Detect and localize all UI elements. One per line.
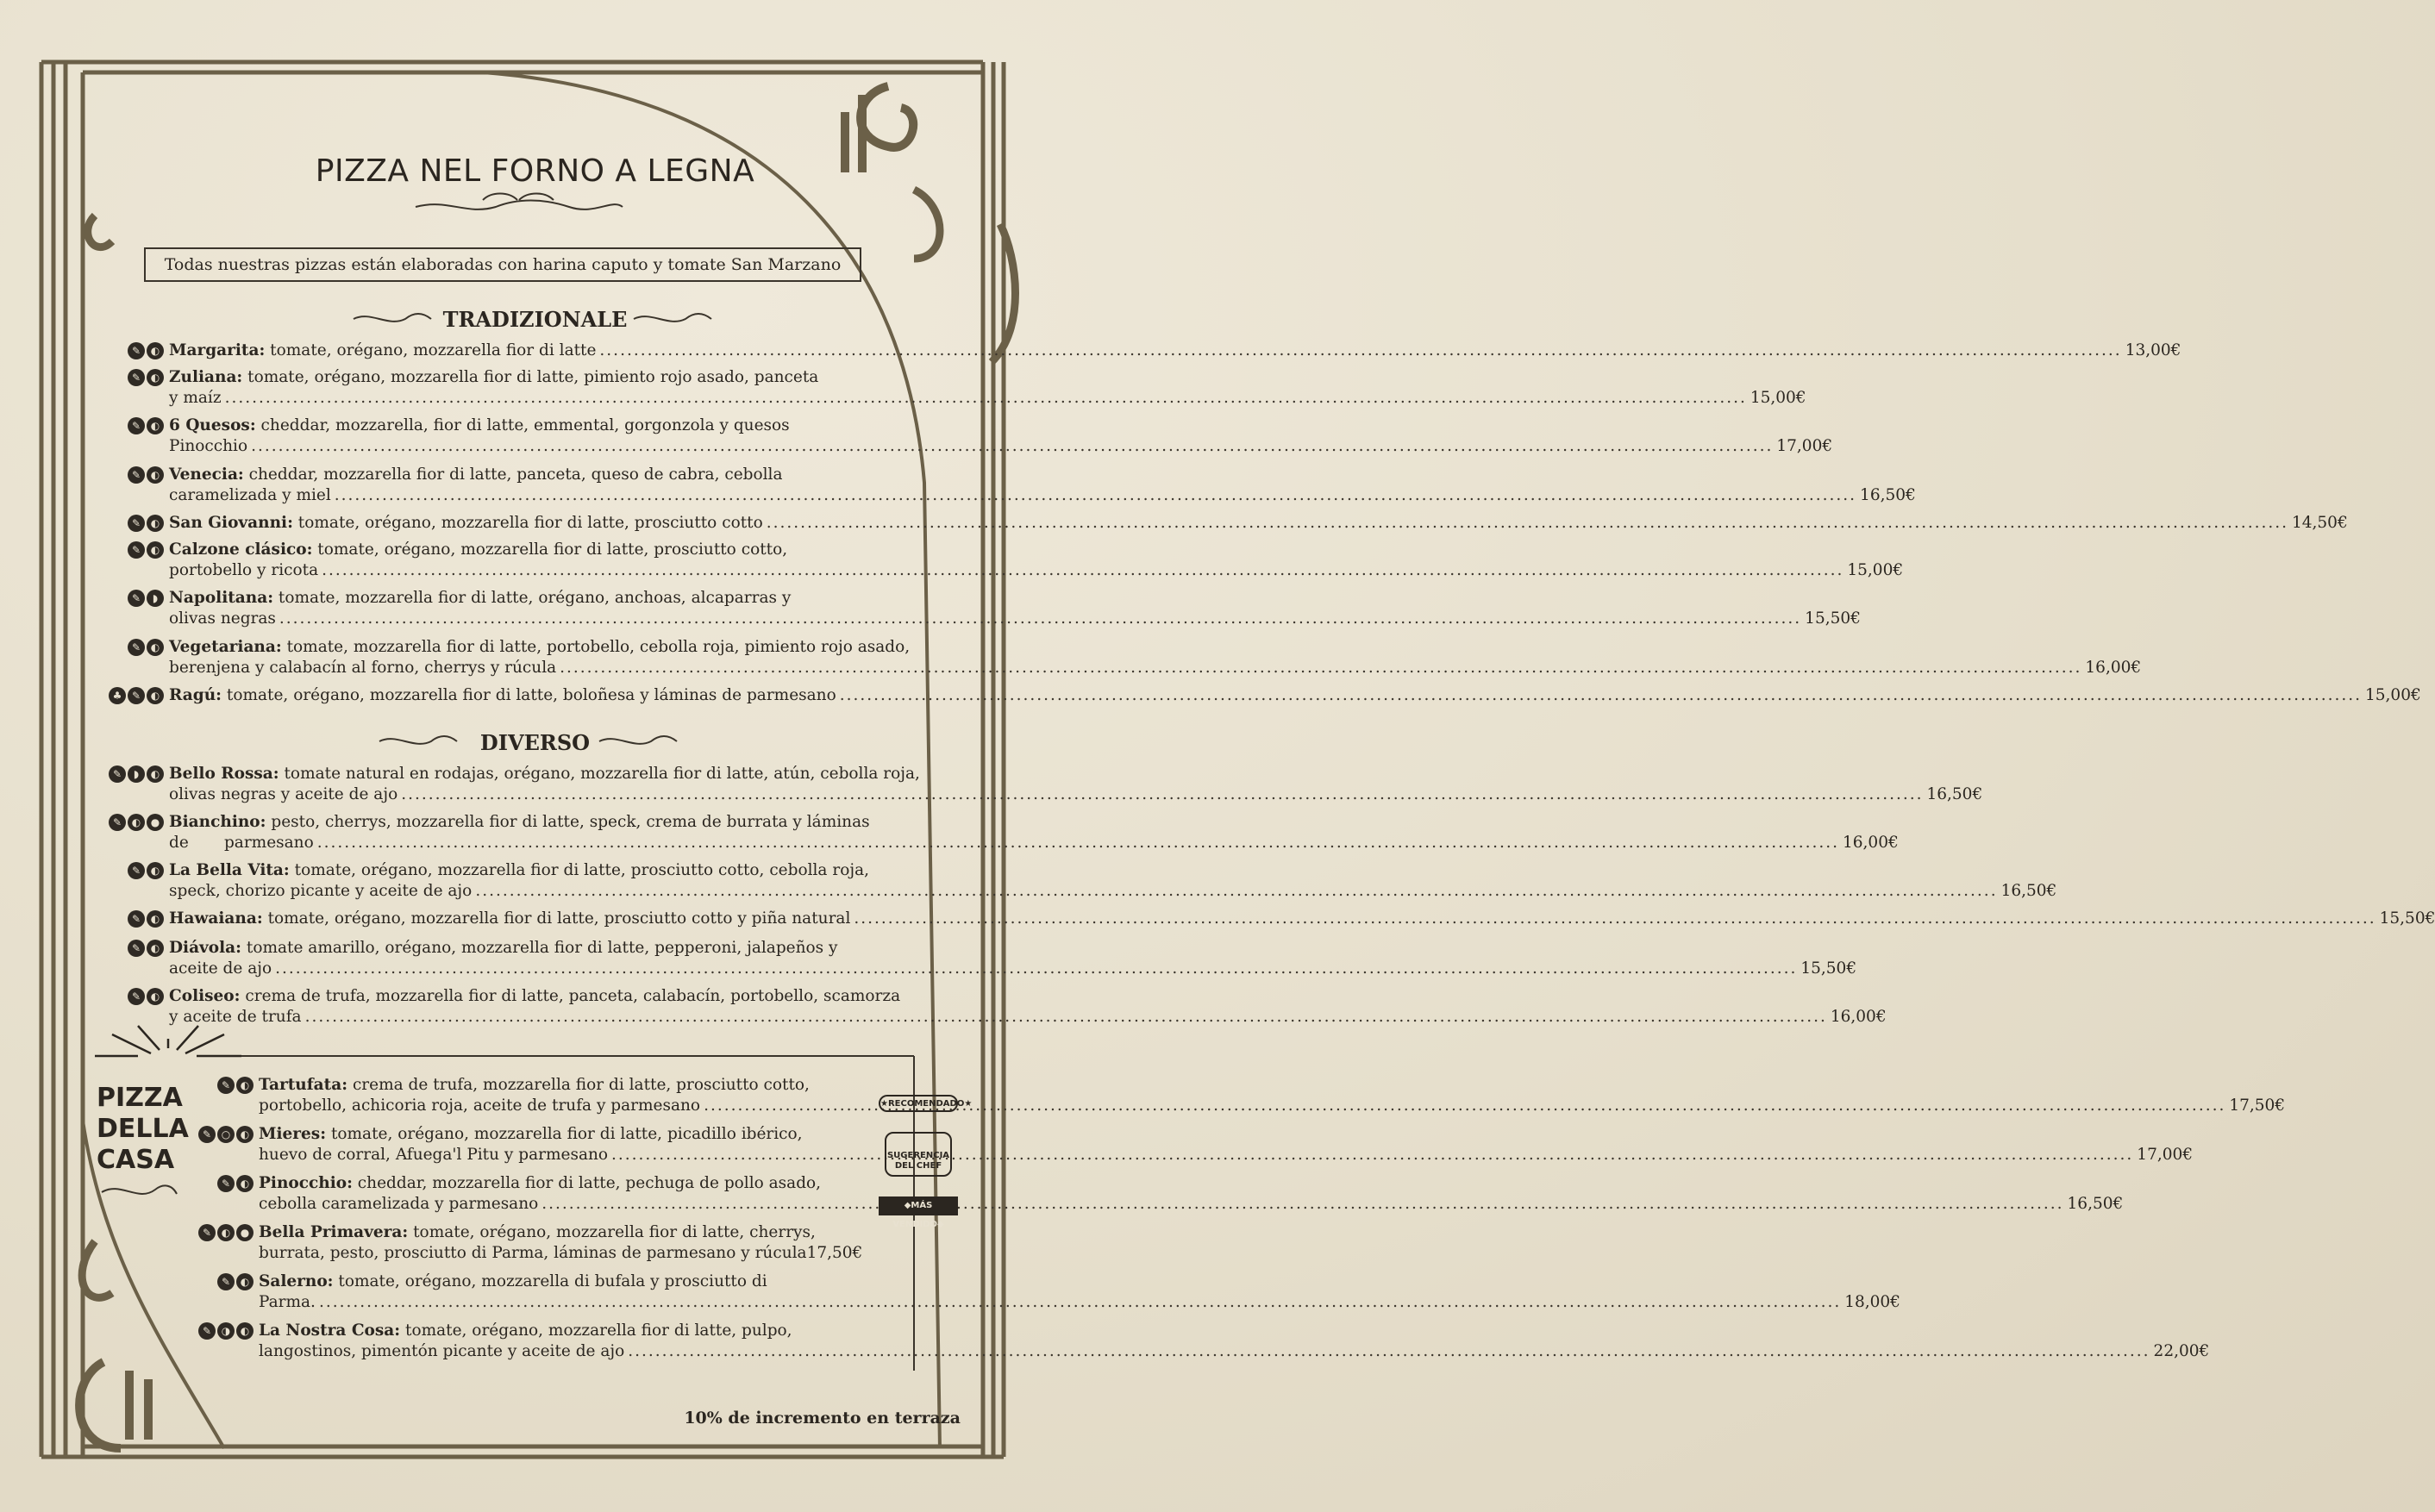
allergen-icons [198, 1126, 254, 1143]
price: 17,50€ [806, 1243, 863, 1262]
price: 15,50€ [2379, 909, 2435, 928]
fish-icon: ◗ [147, 590, 164, 607]
menu-item: ✎ ◗ ◐ Bello Rossa: tomate natural en rodajas, orégano, mozzarella fior di latte, atún, cebolla roja, olivas negras y aceite de ajo ..... 16,50€ [169, 764, 943, 804]
menu-item: ♣ ✎ ◐ Ragú: tomate, orégano, mozzarella fior di latte, boloñesa y láminas de parmesano ..... 15,00€ [169, 685, 943, 706]
price: 17,00€ [1776, 436, 1833, 455]
allergen-icons [128, 541, 164, 559]
gluten-icon: ✎ [217, 1273, 235, 1290]
allergen-icons [109, 765, 164, 783]
gluten-icon: ✎ [128, 910, 145, 928]
allergen-icons [128, 342, 164, 359]
menu-item: ✎ ◐ Calzone clásico: tomate, orégano, mozzarella fior di latte, prosciutto cotto, portobello y ricota ..... 15,00€ [169, 540, 943, 580]
dairy-icon: ◐ [236, 1175, 254, 1192]
gluten-icon: ✎ [128, 417, 145, 434]
dairy-icon: ◐ [128, 814, 145, 831]
price: 16,50€ [2000, 881, 2057, 900]
gluten-icon: ✎ [109, 814, 126, 831]
menu-item: ✎ ◐ La Bella Vita: tomate, orégano, mozzarella fior di latte, prosciutto cotto, cebolla roja, speck, chorizo picante y aceite de ajo ..... 16,50€ [169, 860, 943, 901]
gluten-icon: ✎ [217, 1077, 235, 1094]
gluten-icon: ✎ [128, 342, 145, 359]
recommended-badge: ★RECOMENDADO★ [879, 1095, 958, 1112]
menu-item: ✎ ◐ Venecia: cheddar, mozzarella fior di latte, panceta, queso de cabra, cebolla caramelizada y miel ..... 16,50€ [169, 465, 943, 505]
gluten-icon: ✎ [128, 940, 145, 957]
price: 16,00€ [2085, 658, 2142, 677]
price: 15,00€ [1847, 560, 1904, 579]
best-seller-badge: ◆MÁS VENDIDO◆ [879, 1196, 958, 1215]
price: 17,50€ [2229, 1096, 2286, 1115]
price: 16,00€ [1843, 833, 1899, 852]
price: 13,00€ [2125, 341, 2181, 359]
price: 22,00€ [2153, 1341, 2210, 1360]
gluten-icon: ✎ [198, 1126, 216, 1143]
allergen-icons [128, 639, 164, 656]
price: 15,50€ [1805, 609, 1861, 628]
price: 14,50€ [2291, 514, 2348, 532]
dairy-icon: ◐ [147, 687, 164, 704]
menu-item: ✎ ◐ San Giovanni: tomate, orégano, mozzarella fior di latte, prosciutto cotto ..... 14,50€ [169, 513, 943, 534]
menu-item: ✎ ◐ Vegetariana: tomate, mozzarella fior di latte, portobello, cebolla roja, pimiento rojo asado, berenjena y calabacín al forno, cherrys y rúcula ..... 16,00€ [169, 637, 943, 678]
gluten-icon: ✎ [128, 687, 145, 704]
menu-item: ✎ ◐ Margarita: tomate, orégano, mozzarella fior di latte ..... 13,00€ [169, 341, 943, 361]
gluten-icon: ✎ [128, 639, 145, 656]
price: 18,00€ [1844, 1292, 1900, 1311]
nuts-icon: ● [147, 814, 164, 831]
dairy-icon: ◐ [236, 1077, 254, 1094]
section-title-tradizionale: TRADIZIONALE [442, 307, 628, 332]
section-title-casa: PIZZA DELLA CASA [97, 1083, 189, 1175]
nuts-icon: ● [236, 1224, 254, 1241]
dairy-icon: ◐ [147, 910, 164, 928]
menu-item: ✎ ◐ Salerno: tomate, orégano, mozzarella di bufala y prosciutto di Parma. ..... 18,00€ [259, 1271, 876, 1312]
menu-item: ✎ ◐ Pinocchio: cheddar, mozzarella fior di latte, pechuga de pollo asado, cebolla caramelizada y parmesano ..... 16,50€ [259, 1173, 876, 1214]
menu-item: ✎ ◐ Diávola: tomate amarillo, orégano, mozzarella fior di latte, pepperoni, jalapeños y aceite de ajo ..... 15,50€ [169, 938, 943, 978]
gluten-icon: ✎ [198, 1224, 216, 1241]
gluten-icon: ✎ [128, 862, 145, 879]
dairy-icon: ◐ [236, 1126, 254, 1143]
dairy-icon: ◐ [236, 1273, 254, 1290]
dairy-icon: ◐ [147, 862, 164, 879]
dairy-icon: ◐ [147, 765, 164, 783]
menu-item: ✎ ◐ Zuliana: tomate, orégano, mozzarella fior di latte, pimiento rojo asado, panceta y maíz ..... 15,00€ [169, 367, 943, 408]
allergen-icons [128, 369, 164, 386]
allergen-icons [128, 988, 164, 1005]
menu-item: ✎ ◐ Tartufata: crema de trufa, mozzarella fior di latte, prosciutto cotto, portobello, achicoria roja, aceite de trufa y parmesano ..... 17,50€ [259, 1075, 876, 1115]
menu-item: ✎ ◐ 6 Quesos: cheddar, mozzarella, fior di latte, emmental, gorgonzola y quesos Pinocchio ..... 17,00€ [169, 415, 943, 456]
page-title: PIZZA NEL FORNO A LEGNA [315, 153, 755, 189]
terrace-surcharge-note: 10% de incremento en terraza [684, 1409, 961, 1428]
price: 15,00€ [2365, 686, 2421, 704]
price: 17,00€ [2137, 1145, 2194, 1164]
gluten-icon: ✎ [128, 369, 145, 386]
menu-item: ✎ ◑ ◐ La Nostra Cosa: tomate, orégano, mozzarella fior di latte, pulpo, langostinos, pimentón picante y aceite de ajo ..... 22,00€ [259, 1321, 876, 1361]
menu-item: ✎ ◗ Napolitana: tomate, mozzarella fior di latte, orégano, anchoas, alcaparras y olivas negras ..... 15,50€ [169, 588, 943, 628]
allergen-icons [109, 814, 164, 831]
dairy-icon: ◐ [147, 940, 164, 957]
gluten-icon: ✎ [198, 1322, 216, 1340]
gluten-icon: ✎ [217, 1175, 235, 1192]
dairy-icon: ◐ [147, 988, 164, 1005]
gluten-icon: ✎ [109, 765, 126, 783]
section-title-diverso: DIVERSO [479, 730, 591, 755]
allergen-icons [128, 910, 164, 928]
egg-icon: ○ [217, 1126, 235, 1143]
celery-icon: ♣ [109, 687, 126, 704]
dairy-icon: ◐ [147, 466, 164, 484]
intro-text: Todas nuestras pizzas están elaboradas con harina caputo y tomate San Marzano [164, 255, 842, 274]
price: 16,50€ [1860, 485, 1916, 504]
dairy-icon: ◐ [147, 369, 164, 386]
price: 16,50€ [1926, 784, 1983, 803]
allergen-icons [128, 515, 164, 532]
gluten-icon: ✎ [128, 466, 145, 484]
dairy-icon: ◐ [147, 639, 164, 656]
price: 16,00€ [1830, 1007, 1887, 1026]
dairy-icon: ◐ [147, 417, 164, 434]
allergen-icons [128, 466, 164, 484]
gluten-icon: ✎ [128, 541, 145, 559]
price: 16,50€ [2067, 1194, 2124, 1213]
dairy-icon: ◐ [147, 515, 164, 532]
allergen-icons [198, 1224, 254, 1241]
allergen-icons [198, 1322, 254, 1340]
gluten-icon: ✎ [128, 515, 145, 532]
menu-item: ✎ ○ ◐ Mieres: tomate, orégano, mozzarella fior di latte, picadillo ibérico, huevo de corral, Afuega'l Pitu y parmesano ..... 17,00€ [259, 1124, 876, 1165]
allergen-icons [128, 590, 164, 607]
dairy-icon: ◐ [217, 1224, 235, 1241]
intro-banner [144, 247, 861, 282]
allergen-icons [128, 417, 164, 434]
shellfish-icon: ◑ [217, 1322, 235, 1340]
menu-item: ✎ ◐ Coliseo: crema de trufa, mozzarella fior di latte, panceta, calabacín, portobello, scamorza y aceite de trufa ..... 16,00€ [169, 986, 943, 1027]
chef-suggestion-badge: SUGERENCIA DEL CHEF [885, 1132, 952, 1177]
price: 15,50€ [1800, 959, 1857, 978]
allergen-icons [217, 1175, 254, 1192]
allergen-icons [128, 862, 164, 879]
price: 15,00€ [1750, 388, 1806, 407]
gluten-icon: ✎ [128, 590, 145, 607]
gluten-icon: ✎ [128, 988, 145, 1005]
menu-item: ✎ ◐ Hawaiana: tomate, orégano, mozzarella fior di latte, prosciutto cotto y piña natural ..... 15,50€ [169, 909, 943, 929]
menu-item: ✎ ◐ ● Bella Primavera: tomate, orégano, mozzarella fior di latte, cherrys, burrata, pesto, prosciutto di Parma, láminas de parmesano y rúcula 17,50€ [259, 1222, 876, 1263]
dairy-icon: ◐ [147, 541, 164, 559]
allergen-icons [128, 940, 164, 957]
allergen-icons [217, 1077, 254, 1094]
fish-icon: ◗ [128, 765, 145, 783]
dairy-icon: ◐ [236, 1322, 254, 1340]
menu-item: ✎ ◐ ● Bianchino: pesto, cherrys, mozzarella fior di latte, speck, crema de burrata y láminas de parmesano ..... 16,00€ [169, 812, 943, 853]
allergen-icons [109, 687, 164, 704]
dairy-icon: ◐ [147, 342, 164, 359]
allergen-icons [217, 1273, 254, 1290]
